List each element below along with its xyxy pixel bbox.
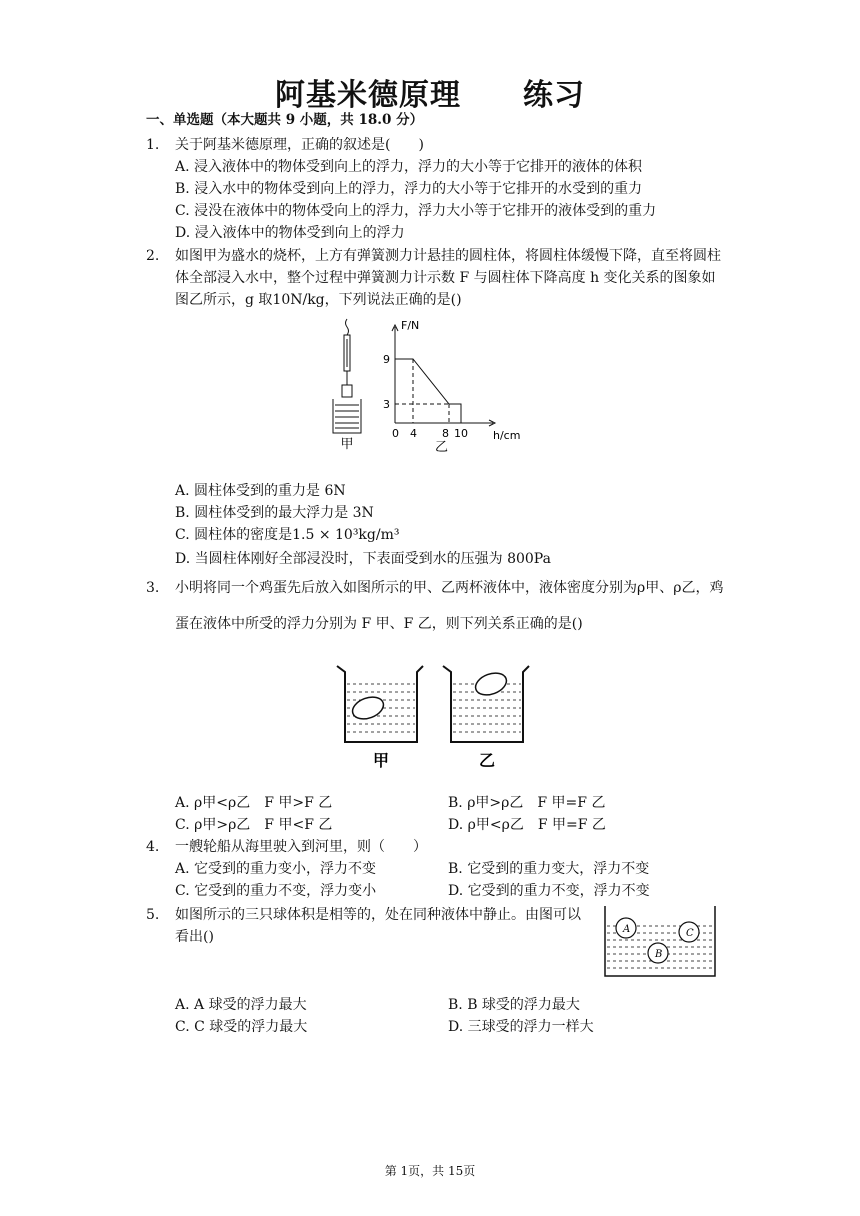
- x-tick-0: 0: [392, 427, 399, 440]
- figure-egg-beakers: [333, 662, 533, 772]
- graph-axes: [392, 325, 495, 426]
- question-number: 3.: [146, 580, 160, 596]
- question-number: 4.: [146, 839, 160, 855]
- y-tick-3: 3: [383, 398, 390, 411]
- option-d: D. 它受到的重力不变，浮力不变: [448, 883, 650, 899]
- option-a: A. A 球受的浮力最大: [175, 997, 307, 1013]
- question-number: 1.: [146, 137, 160, 153]
- question-2: [146, 245, 726, 311]
- question-stem: 如图所示的三只球体积是相等的，处在同种液体中静止。由图可以看出(): [175, 907, 581, 945]
- ball-c-label: C: [686, 928, 694, 939]
- question-number: 2.: [146, 248, 160, 264]
- option-b: B. ρ甲>ρ乙 F 甲=F 乙: [448, 795, 606, 811]
- option-c: C. 它受到的重力不变，浮力变小: [175, 883, 377, 899]
- x-tick-8: 8: [442, 427, 449, 440]
- y-axis-label: F/N: [401, 319, 420, 332]
- option-d: D. 当圆柱体刚好全部浸没时，下表面受到水的压强为 800Pa: [175, 551, 551, 567]
- option-b: B. 它受到的重力变大，浮力不变: [448, 861, 650, 877]
- y-tick-9: 9: [383, 353, 390, 366]
- figure-label-jia: 甲: [340, 437, 354, 452]
- option-a: A. 浸入液体中的物体受到向上的浮力，浮力的大小等于它排开的液体的体积: [175, 159, 643, 175]
- option-a: A. ρ甲<ρ乙 F 甲>F 乙: [175, 795, 333, 811]
- question-4: [146, 836, 726, 858]
- option-b: B. B 球受的浮力最大: [448, 997, 580, 1013]
- figure-three-balls: [602, 904, 718, 980]
- option-c: C. 浸没在液体中的物体受向上的浮力，浮力大小等于它排开的液体受到的重力: [175, 203, 657, 219]
- page-footer: 第 1页，共 15页: [384, 1164, 476, 1178]
- page-title: 阿基米德原理 练习: [275, 78, 585, 113]
- option-b: B. 圆柱体受到的最大浮力是 3N: [175, 505, 374, 521]
- option-c: C. C 球受的浮力最大: [175, 1019, 308, 1035]
- question-stem: 如图甲为盛水的烧杯，上方有弹簧测力计悬挂的圆柱体，将圆柱体缓慢下降，直至将圆柱体全部浸入水中，整个过程中弹簧测力计示数 F 与圆柱体下降高度 h 变化关系的图象如图乙所示，g 取10N/kg，下列说法正确的是(): [175, 248, 721, 308]
- x-tick-10: 10: [454, 427, 468, 440]
- option-c: C. ρ甲>ρ乙 F 甲<F 乙: [175, 817, 333, 833]
- question-stem: 一艘轮船从海里驶入到河里，则（ ）: [175, 839, 427, 855]
- egg-left: [350, 693, 387, 723]
- figure-label-jia: 甲: [372, 751, 390, 770]
- graph-dashed-guides: [395, 359, 449, 423]
- question-stem: 关于阿基米德原理，正确的叙述是( ): [175, 137, 424, 153]
- ball-b-label: B: [655, 949, 663, 960]
- figure-label-yi: 乙: [435, 440, 449, 455]
- question-number: 5.: [146, 907, 160, 923]
- option-c: C. 圆柱体的密度是1.5 × 10³kg/m³: [175, 527, 400, 543]
- graph-line: [395, 359, 461, 423]
- spring-scale-illustration: [333, 319, 361, 433]
- option-d: D. 三球受的浮力一样大: [448, 1019, 594, 1035]
- question-3: [146, 570, 726, 642]
- option-d: D. 浸入液体中的物体受到向上的浮力: [175, 225, 405, 241]
- option-d: D. ρ甲<ρ乙 F 甲=F 乙: [448, 817, 606, 833]
- option-a: A. 它受到的重力变小，浮力不变: [175, 861, 377, 877]
- x-axis-label: h/cm: [493, 429, 521, 442]
- option-a: A. 圆柱体受到的重力是 6N: [175, 483, 346, 499]
- container: [605, 906, 715, 976]
- figure-spring-scale-graph: [325, 315, 535, 455]
- egg-right: [473, 669, 510, 699]
- section-heading: 一、单选题（本大题共 9 小题，共 18.0 分）: [146, 112, 424, 128]
- figure-label-yi: 乙: [478, 751, 496, 770]
- option-b: B. 浸入水中的物体受到向上的浮力，浮力的大小等于它排开的水受到的重力: [175, 181, 643, 197]
- ball-a-label: A: [623, 924, 631, 935]
- x-tick-4: 4: [410, 427, 417, 440]
- question-1: [146, 134, 726, 156]
- question-stem: 小明将同一个鸡蛋先后放入如图所示的甲、乙两杯液体中，液体密度分别为ρ甲、ρ乙，鸡蛋在液体中所受的浮力分别为 F 甲、F 乙，则下列关系正确的是(): [175, 580, 724, 632]
- question-5: [146, 904, 591, 948]
